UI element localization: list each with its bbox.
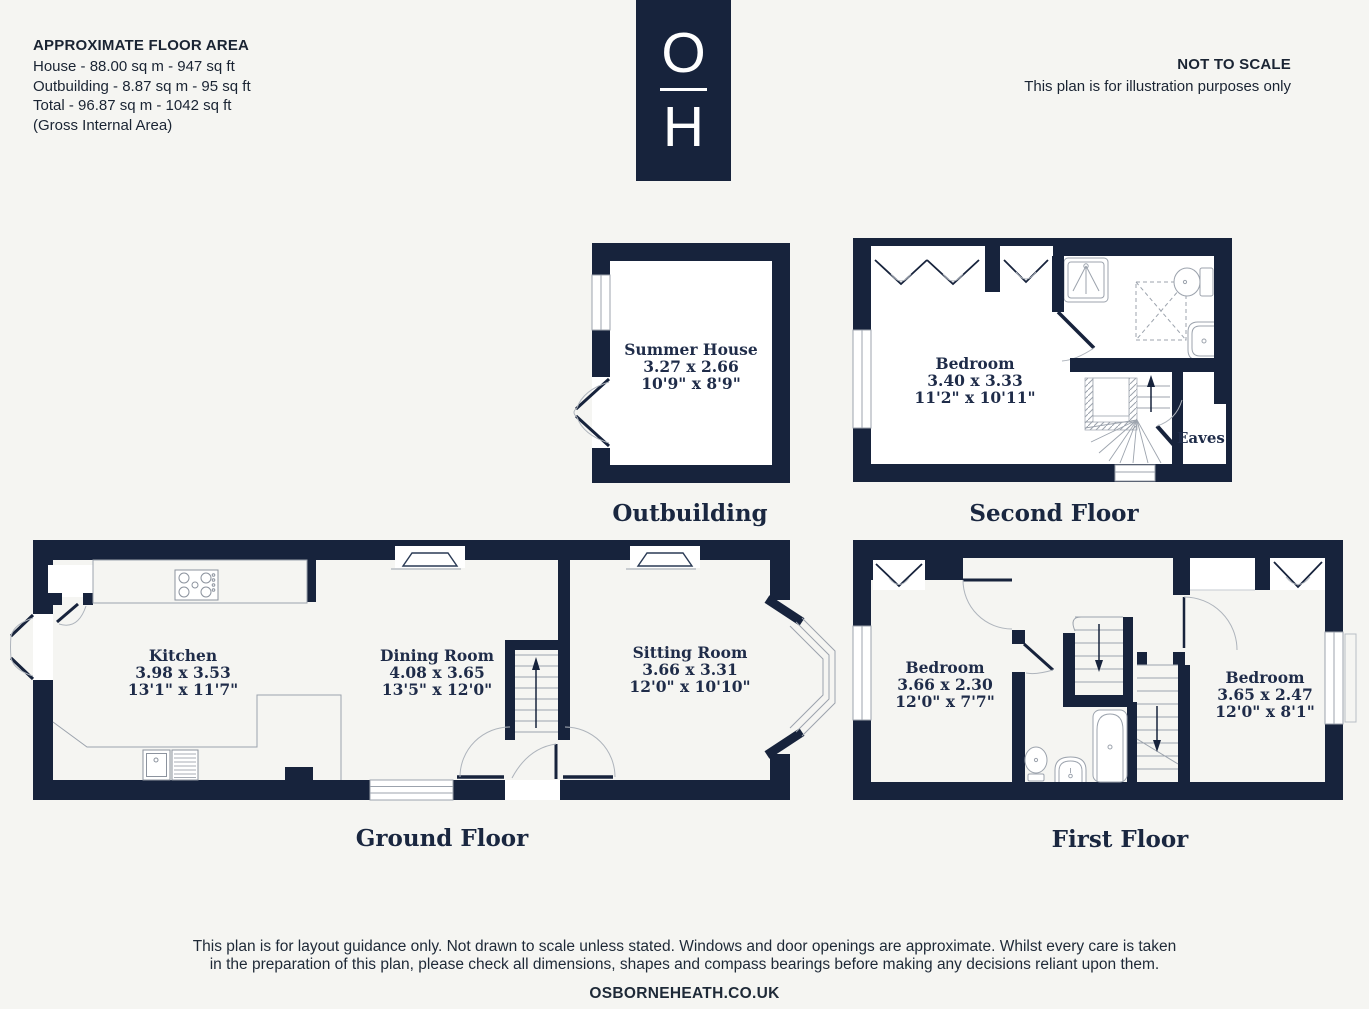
logo-divider: [660, 88, 707, 91]
floor-area-title: APPROXIMATE FLOOR AREA: [33, 36, 250, 54]
right-bedroom-door: [1184, 597, 1237, 650]
not-to-scale-title: NOT TO SCALE: [1177, 56, 1291, 73]
logo-letter-o: O: [661, 21, 706, 85]
kitchen-sink-icon: [143, 750, 198, 780]
second-floor-window: [853, 330, 871, 428]
room-imperial: 13'5" x 12'0": [381, 680, 493, 699]
sitting-window: [626, 540, 700, 569]
scale-note: [1024, 55, 1291, 96]
disclaimer: [0, 938, 1369, 973]
right-wardrobe-alcove: [1270, 558, 1325, 590]
first-floor-title: First Floor: [1051, 826, 1189, 853]
logo-letter-h: H: [662, 95, 705, 159]
entrance-recess: [48, 565, 93, 625]
shower-cubicle-icon: [1064, 258, 1108, 302]
disclaimer-line-1: This plan is for layout guidance only. Not drawn to scale unless stated. Windows and door openings are approximate. Whilst every care is taken: [192, 938, 1177, 955]
room-name: Kitchen: [148, 646, 218, 665]
stairs-arrow-icon: [1153, 740, 1161, 752]
left-bedroom-door: [963, 580, 1012, 629]
room-name: Summer House: [624, 340, 758, 359]
stairs-arrow-icon: [1095, 660, 1103, 672]
room-imperial: 10'9" x 8'9": [641, 374, 741, 393]
second-floor-title: Second Floor: [969, 500, 1139, 527]
left-wardrobe-alcove: [873, 560, 925, 590]
landing-recess: [1190, 558, 1255, 590]
first-bedroom-left-label: [845, 659, 1045, 710]
room-imperial: 12'0" x 10'10": [629, 677, 751, 696]
room-imperial: 12'0" x 8'1": [1215, 702, 1315, 721]
hob-icon: [175, 570, 218, 600]
eaves-label: Eaves: [1177, 429, 1225, 447]
summer-house-label: [591, 341, 791, 392]
room-metric: 3.66 x 2.30: [897, 675, 993, 694]
floor-area-summary: [33, 36, 251, 135]
floor-area-house: House - 88.00 sq m - 947 sq ft: [33, 58, 235, 75]
room-name: Dining Room: [380, 646, 494, 665]
room-name: Sitting Room: [632, 643, 748, 662]
room-name: Bedroom: [905, 658, 985, 677]
floor-area-outbuilding: Outbuilding - 8.87 sq m - 95 sq ft: [33, 77, 251, 95]
room-metric: 3.98 x 3.53: [135, 663, 231, 682]
sink-icon: [1055, 757, 1086, 782]
not-to-scale-subtitle: This plan is for illustration purposes only: [1024, 77, 1291, 95]
toilet-icon: [1174, 268, 1213, 296]
room-imperial: 13'1" x 11'7": [127, 680, 239, 699]
french-doors: [11, 614, 54, 680]
room-metric: 3.40 x 3.33: [927, 371, 1023, 390]
wardrobe-alcoves: [871, 246, 1053, 292]
sitting-room-label: [590, 644, 790, 695]
osborne-heath-logo: [636, 0, 731, 181]
floor-area-gia: (Gross Internal Area): [33, 116, 173, 134]
room-metric: 4.08 x 3.65: [389, 663, 485, 682]
ground-floor-title: Ground Floor: [355, 825, 529, 852]
floor-area-total: Total - 96.87 sq m - 1042 sq ft: [33, 97, 232, 114]
staircase-up: [1073, 617, 1123, 682]
kitchen-label: [83, 647, 283, 698]
room-name: Bedroom: [1225, 668, 1305, 687]
room-metric: 3.65 x 2.47: [1217, 685, 1313, 704]
outbuilding-window: [592, 275, 610, 330]
sink-icon: [1188, 322, 1214, 360]
toilet-icon: [1025, 747, 1047, 781]
outbuilding-title: Outbuilding: [612, 500, 768, 527]
first-bedroom-right-label: [1165, 669, 1365, 720]
room-metric: 3.27 x 2.66: [643, 357, 739, 376]
disclaimer-line-2: in the preparation of this plan, please check all dimensions, shapes and compass bearings before making any decisions reliant upon them.: [209, 955, 1160, 973]
room-name: Bedroom: [935, 354, 1015, 373]
dining-room-label: [337, 647, 537, 698]
room-imperial: 12'0" x 7'7": [895, 692, 995, 711]
stair-opening: [1115, 465, 1155, 481]
room-metric: 3.66 x 3.31: [642, 660, 738, 679]
second-bedroom-label: [875, 355, 1075, 406]
room-imperial: 11'2" x 10'11": [914, 388, 1036, 407]
dining-window: [391, 540, 465, 569]
bathtub-icon: [1093, 710, 1127, 782]
website-url: OSBORNEHEATH.CO.UK: [589, 985, 780, 1002]
